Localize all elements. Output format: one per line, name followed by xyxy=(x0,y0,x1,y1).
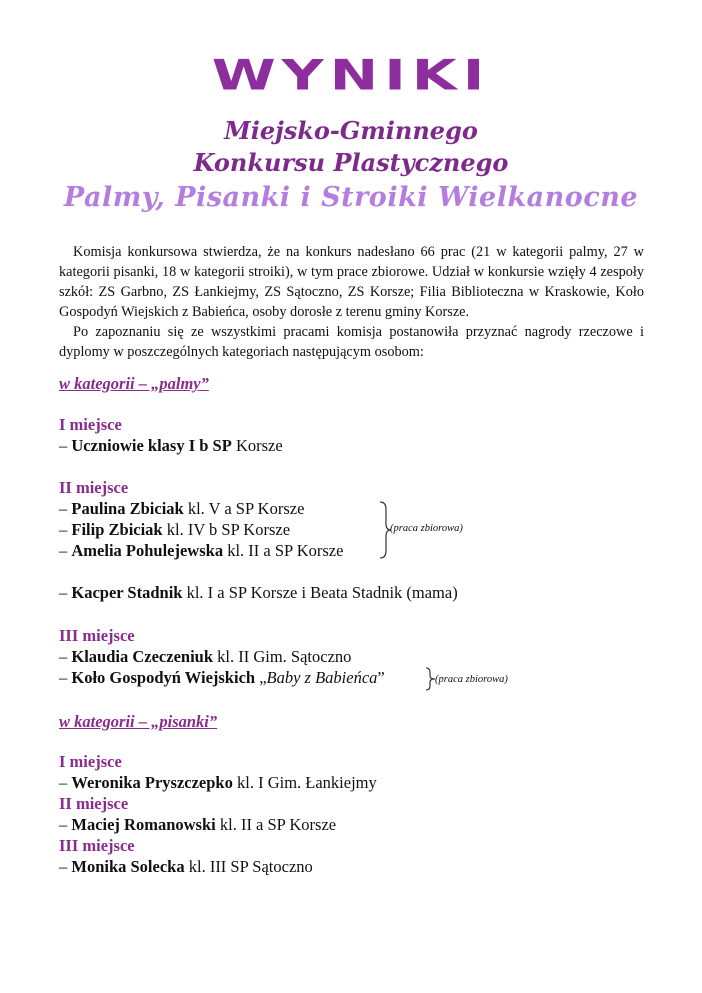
result-entry: – Filip Zbiciak kl. IV b SP Korsze xyxy=(59,520,291,539)
subtitle-line-1: Miejsko-Gminnego xyxy=(224,116,478,145)
subtitle-line-3: Palmy, Pisanki i Stroiki Wielkanocne xyxy=(63,182,639,213)
category-heading-palmy: w kategorii – „palmy” xyxy=(59,374,209,393)
result-entry: – Amelia Pohulejewska kl. II a SP Korsze xyxy=(59,541,344,560)
place-heading: I miejsce xyxy=(59,752,122,771)
result-entry: – Maciej Romanowski kl. II a SP Korsze xyxy=(59,815,337,834)
result-entry: – Klaudia Czeczeniuk kl. II Gim. Sątoczno xyxy=(59,647,352,666)
place-heading: III miejsce xyxy=(59,626,135,645)
group-note: (praca zbiorowa) xyxy=(390,523,463,534)
group-note: (praca zbiorowa) xyxy=(435,674,508,685)
result-entry: – Kacper Stadnik kl. I a SP Korsze i Beata Stadnik (mama) xyxy=(59,583,458,602)
subtitle-line-2: Konkursu Plastycznego xyxy=(193,148,509,177)
intro-text xyxy=(59,242,644,362)
result-entry: – Paulina Zbiciak kl. V a SP Korsze xyxy=(59,499,305,518)
page-title: WYNIKI xyxy=(211,50,491,100)
place-heading: III miejsce xyxy=(59,836,135,855)
result-entry: – Uczniowie klasy I b SP Korsze xyxy=(59,436,283,455)
place-heading: I miejsce xyxy=(59,415,122,434)
place-heading: II miejsce xyxy=(59,478,129,497)
result-entry: – Koło Gospodyń Wiejskich „Baby z Babieńca” xyxy=(59,668,385,687)
result-entry: – Monika Solecka kl. III SP Sątoczno xyxy=(59,857,313,876)
intro-paragraph-1: Komisja konkursowa stwierdza, że na konkurs nadesłano 66 prac (21 w kategorii palmy, 27 w kategorii pisanki, 18 w kategorii stroiki), w tym prace zbiorowe. Udział w konkursie wzięły 4 zespoły szkół: ZS Garbno, ZS Łankiejmy, ZS Sątoczno, ZS Korsze; Filia Biblioteczna w Kraskowie, Koło Gospodyń Wiejskich z Babieńca, osoby dorosłe z terenu gminy Korsze. xyxy=(59,244,644,320)
place-heading: II miejsce xyxy=(59,794,129,813)
category-heading-pisanki: w kategorii – „pisanki” xyxy=(59,712,218,731)
result-entry: – Weronika Pryszczepko kl. I Gim. Łankiejmy xyxy=(59,773,377,792)
intro-paragraph-2: Po zapoznaniu się ze wszystkimi pracami komisja postanowiła przyznać nagrody rzeczowe i dyplomy w poszczególnych kategoriach następującym osobom: xyxy=(59,324,644,360)
